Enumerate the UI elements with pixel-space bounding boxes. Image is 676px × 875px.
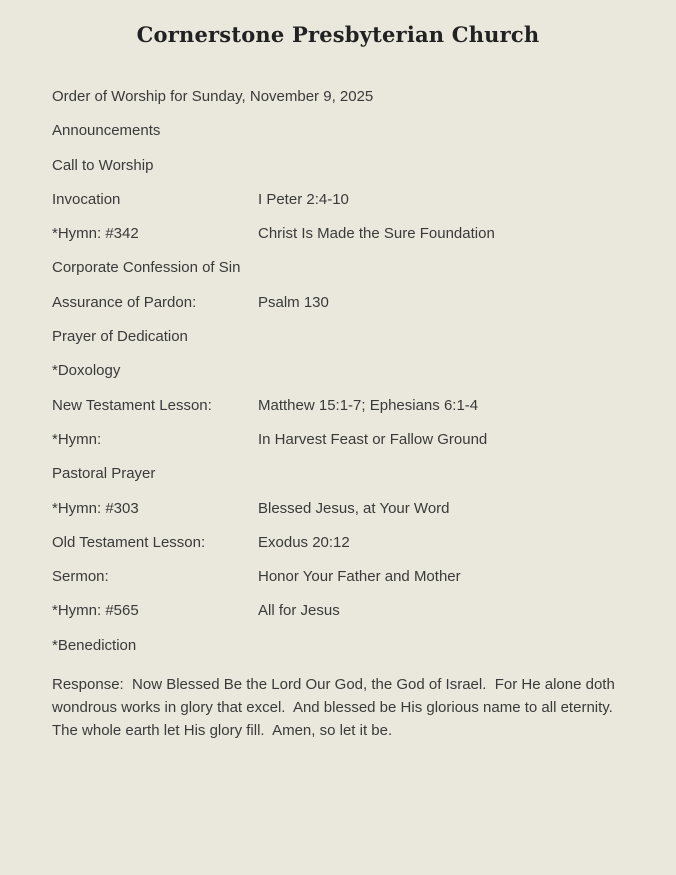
order-item-label: *Benediction [52,636,137,654]
order-item-label: Assurance of Pardon: [52,293,197,311]
order-item-label: New Testament Lesson: [52,396,212,414]
order-item-detail: In Harvest Feast or Fallow Ground [258,430,488,448]
order-item-detail [258,465,620,483]
order-item-detail [258,637,620,655]
order-item-sermon [52,568,620,586]
order-item-invocation [52,191,620,209]
order-item-detail: Matthew 15:1-7; Ephesians 6:1-4 [258,396,479,414]
order-item-label: Announcements [52,122,161,140]
order-item-announcements [52,122,620,140]
order-item-detail: Exodus 20:12 [258,533,350,551]
order-item-detail [258,122,620,140]
order-item-label: Call to Worship [52,156,154,174]
order-item-label: Sermon: [52,568,109,586]
order-item-hymn-harvest [52,431,620,449]
order-item-benediction [52,637,620,655]
order-item-label: *Hymn: #342 [52,225,139,243]
order-item-detail [258,362,620,380]
order-item-prayer-of-dedication [52,328,620,346]
order-item-detail: Blessed Jesus, at Your Word [258,499,450,517]
order-item-hymn-565 [52,602,620,620]
order-item-label: Invocation [52,190,121,208]
order-item-new-testament-lesson [52,397,620,415]
order-item-label: Prayer of Dedication [52,328,188,346]
order-item-assurance-of-pardon [52,294,620,312]
order-item-hymn-303 [52,500,620,518]
order-item-pastoral-prayer [52,465,620,483]
order-item-label: *Doxology [52,362,121,380]
order-item-detail: All for Jesus [258,602,340,620]
order-item-detail: Christ Is Made the Sure Foundation [258,225,495,243]
order-item-detail [258,259,620,277]
order-item-detail [258,328,620,346]
order-heading: Order of Worship for Sunday, November 9, 2025 [52,88,374,105]
order-item-call-to-worship [52,157,620,175]
order-item-label: Corporate Confession of Sin [52,259,241,277]
order-of-worship [52,88,620,743]
order-item-label: Old Testament Lesson: [52,533,206,551]
order-item-hymn-342 [52,225,620,243]
order-item-detail: I Peter 2:4-10 [258,190,349,208]
order-item-confession [52,259,620,277]
order-item-doxology [52,362,620,380]
order-item-label: *Hymn: #303 [52,499,139,517]
order-item-label: *Hymn: [52,430,102,448]
order-item-label: *Hymn: #565 [52,602,139,620]
order-item-detail: Honor Your Father and Mother [258,568,461,586]
order-item-detail [258,157,620,175]
order-item-label: Pastoral Prayer [52,465,156,483]
order-item-detail: Psalm 130 [258,293,329,311]
page-title: Cornerstone Presbyterian Church [136,22,540,47]
response-paragraph: Response: Now Blessed Be the Lord Our God, the God of Israel. For He alone doth wondrous works in glory that excel. And blessed be His glorious name to all eternity. The whole earth let His glory fill. Amen, so let it be. [52,675,621,740]
order-item-old-testament-lesson [52,534,620,552]
